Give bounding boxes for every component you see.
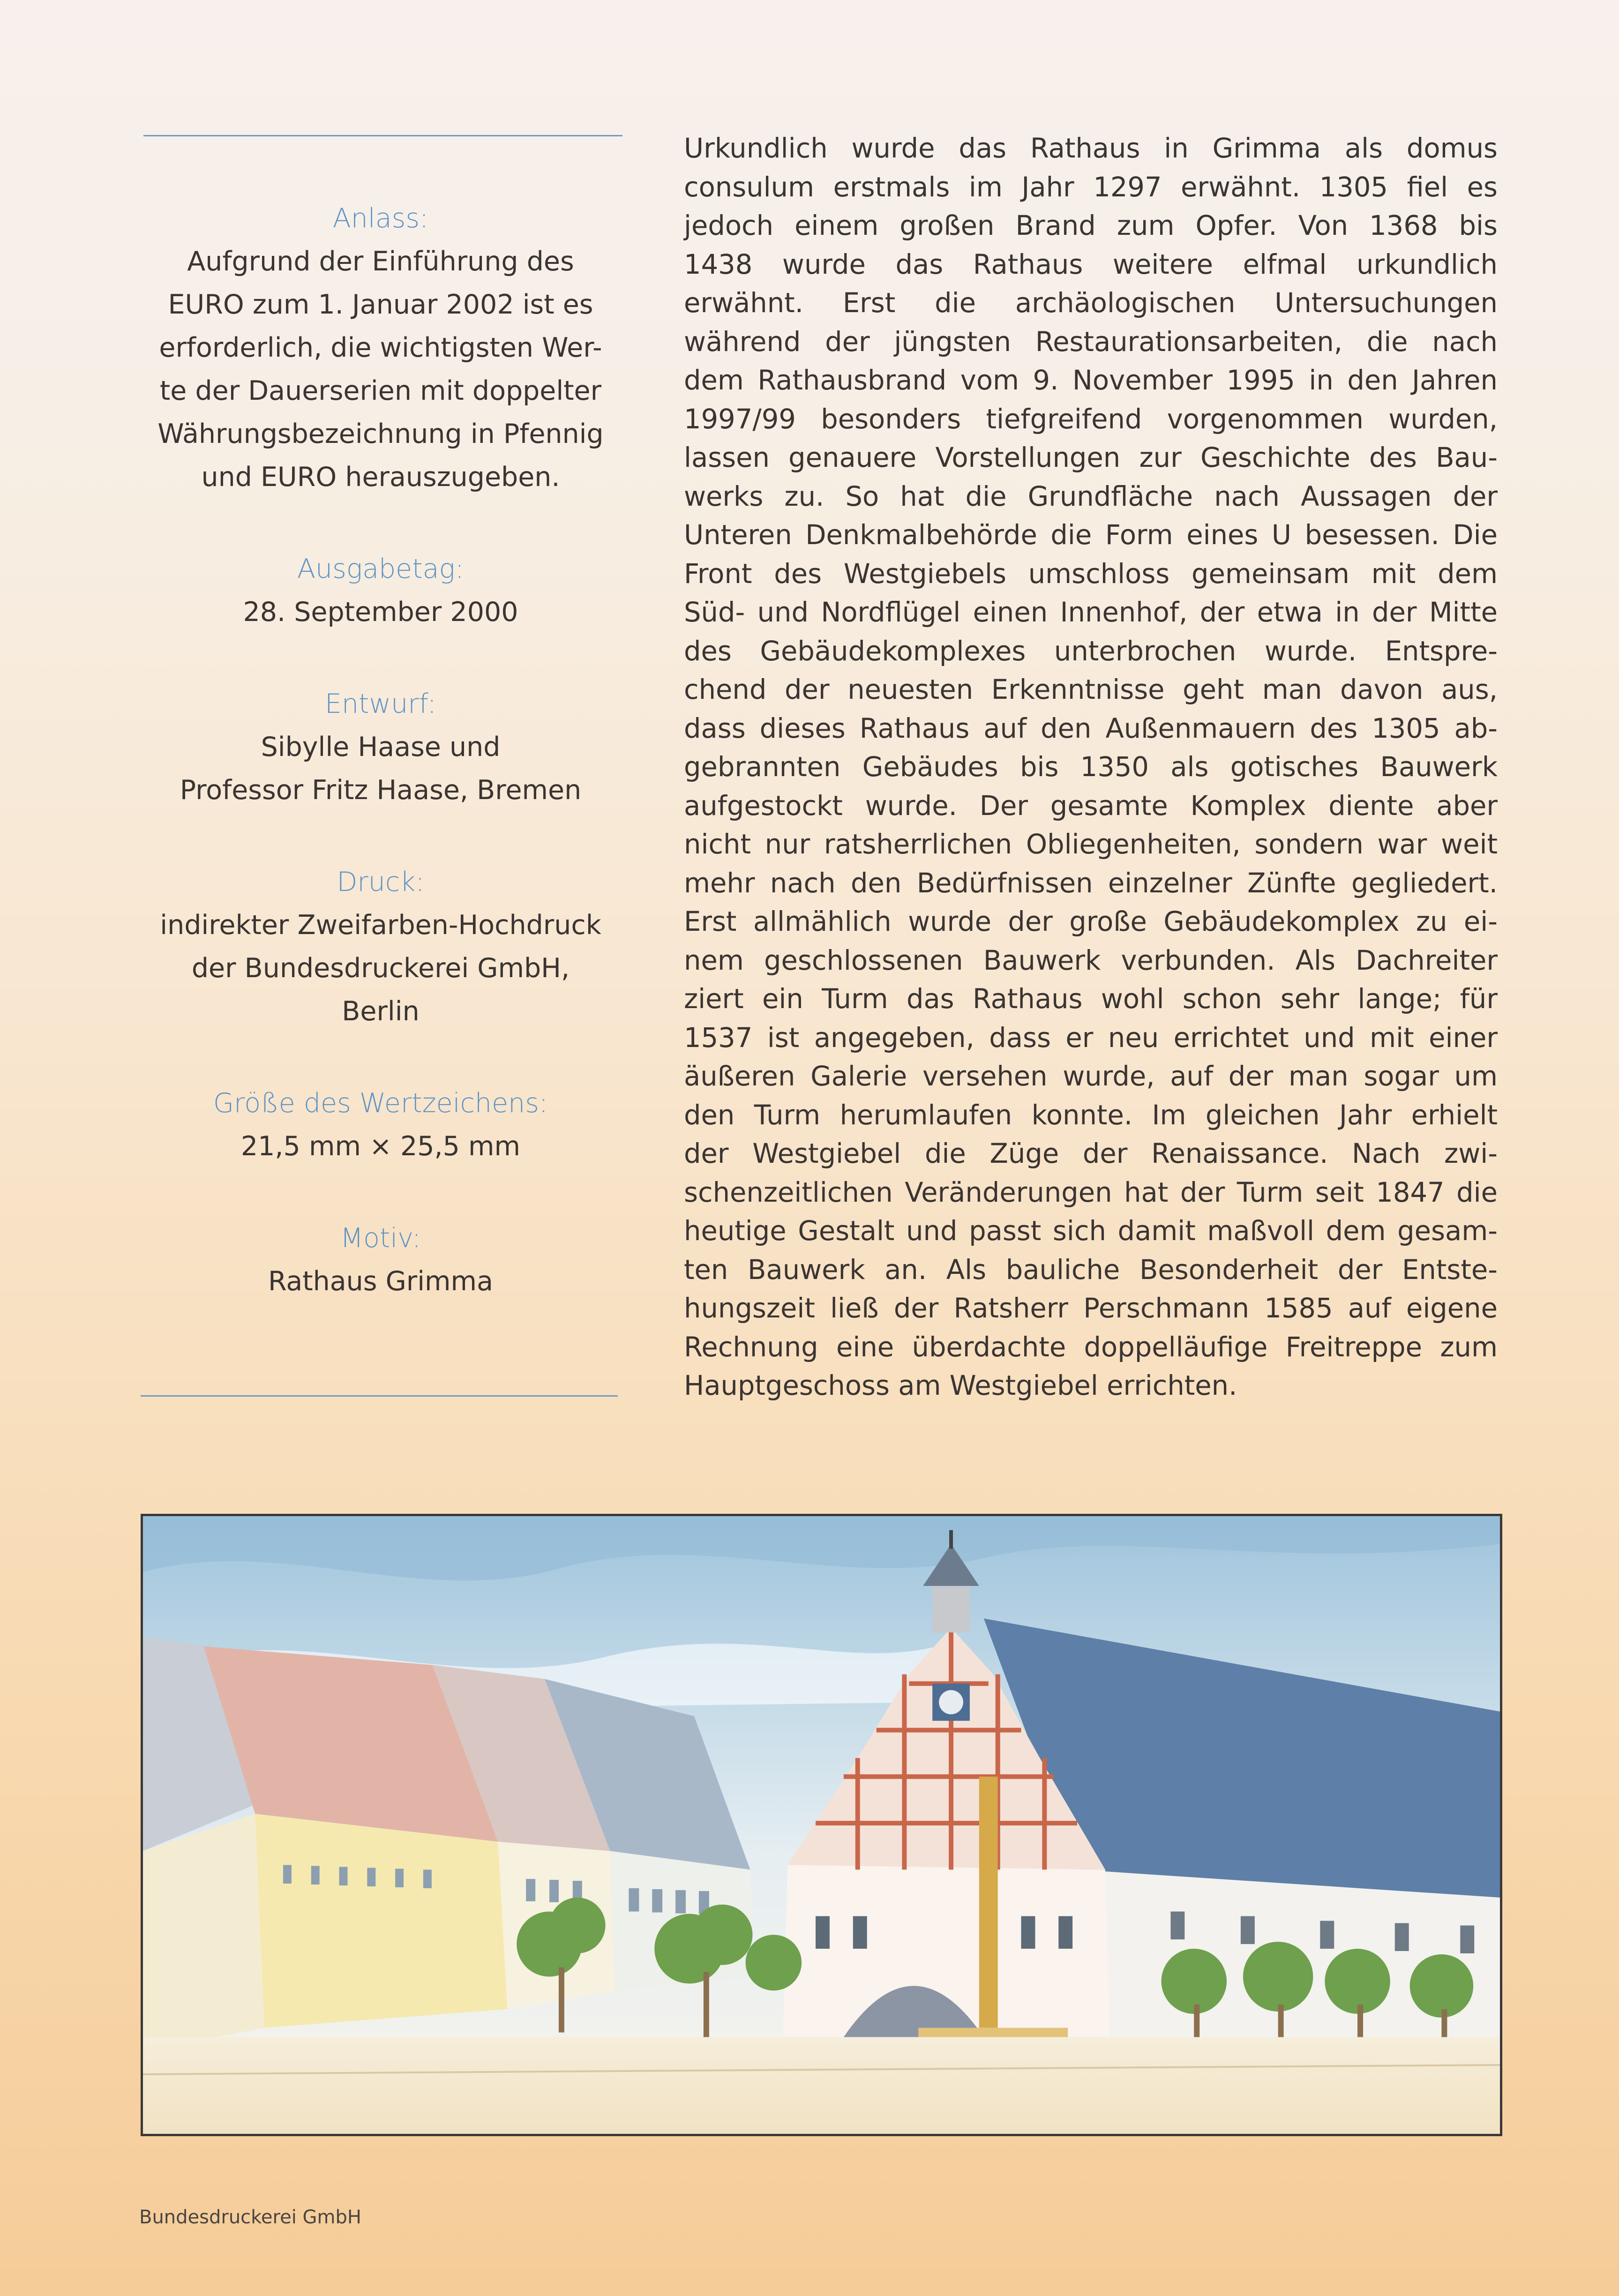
size-label: Größe des Wertzeichens: bbox=[213, 1088, 548, 1119]
top-divider bbox=[143, 135, 622, 136]
history-text-line: Urkundlich wurde das Rathaus in Grimma als domus bbox=[684, 133, 1498, 164]
size-block bbox=[141, 1082, 621, 1168]
history-text-line: dem Rathausbrand vom 9. November 1995 in den Jahren bbox=[684, 365, 1498, 396]
history-text-line: Hauptgeschoss am Westgiebel errichten. bbox=[684, 1370, 1237, 1401]
history-text-line: aufgestockt wurde. Der gesamte Komplex diente aber bbox=[684, 790, 1498, 822]
history-text-line: werks zu. So hat die Grundfläche nach Aussagen der bbox=[684, 480, 1498, 512]
size-value: 21,5 mm × 25,5 mm bbox=[240, 1131, 521, 1162]
history-text-line: nicht nur ratsherrlichen Obliegenheiten, sondern war weit bbox=[684, 829, 1498, 860]
occasion-line: Währungsbezeichnung in Pfennig bbox=[157, 419, 604, 449]
design-block bbox=[141, 682, 621, 812]
history-text-line: gebrannten Gebäudes bis 1350 als gotisches Bauwerk bbox=[684, 751, 1498, 783]
history-text-line: ten Bauwerk an. Als bauliche Besonderheit der Entste- bbox=[684, 1254, 1498, 1286]
publisher-credit: Bundesdruckerei GmbH bbox=[139, 2206, 361, 2228]
issue-date-label: Ausgabetag: bbox=[297, 553, 464, 584]
town-hall-illustration bbox=[141, 1514, 1502, 2136]
history-text-line: schenzeitlichen Veränderungen hat der Turm seit 1847 die bbox=[684, 1176, 1498, 1208]
info-column bbox=[141, 197, 621, 1352]
history-text-line: den Turm herumlaufen konnte. Im gleichen Jahr erhielt bbox=[684, 1099, 1498, 1131]
design-text bbox=[141, 725, 621, 812]
history-text-line: chend der neuesten Erkenntnisse geht man davon aus, bbox=[684, 674, 1498, 705]
motif-value: Rathaus Grimma bbox=[268, 1266, 494, 1297]
history-text-line: 1537 ist angegeben, dass er neu errichtet und mit einer bbox=[684, 1022, 1498, 1054]
print-line: der Bundesdruckerei GmbH, bbox=[191, 953, 570, 984]
history-text-line: dass dieses Rathaus auf den Außenmauern des 1305 ab- bbox=[684, 712, 1498, 744]
history-text-line: mehr nach den Bedürfnissen einzelner Zünfte gegliedert. bbox=[684, 867, 1498, 899]
history-text-line: consulum erstmals im Jahr 1297 erwähnt. 1305 fiel es bbox=[684, 171, 1498, 203]
history-text-line: 1438 wurde das Rathaus weitere elfmal urkundlich bbox=[684, 248, 1498, 280]
history-text-line: lassen genauere Vorstellungen zur Geschichte des Bau- bbox=[684, 442, 1498, 473]
history-text-line: ziert ein Turm das Rathaus wohl schon sehr lange; für bbox=[684, 983, 1498, 1015]
watercolor-town-hall-image bbox=[143, 1516, 1500, 2134]
occasion-line: erforderlich, die wichtigsten Wer- bbox=[159, 332, 602, 363]
occasion-block bbox=[141, 197, 621, 499]
motif-block bbox=[141, 1217, 621, 1303]
history-text-line: Rechnung eine überdachte doppelläufige Freitreppe zum bbox=[684, 1331, 1498, 1363]
history-text bbox=[684, 129, 1498, 1406]
issue-date-value: 28. September 2000 bbox=[243, 597, 518, 628]
print-block bbox=[141, 860, 621, 1033]
print-label: Druck: bbox=[337, 867, 425, 897]
history-text-line: erwähnt. Erst die archäologischen Untersuchungen bbox=[684, 287, 1498, 319]
design-line: Professor Fritz Haase, Bremen bbox=[180, 775, 582, 806]
occasion-line: te der Dauerserien mit doppelter bbox=[159, 375, 602, 406]
print-line: Berlin bbox=[342, 996, 420, 1027]
print-line: indirekter Zweifarben-Hochdruck bbox=[160, 910, 601, 941]
history-text-line: während der jüngsten Restaurationsarbeiten, die nach bbox=[684, 326, 1498, 358]
history-text-line: des Gebäudekomplexes unterbrochen wurde. Entspre- bbox=[684, 635, 1498, 667]
history-text-line: Erst allmählich wurde der große Gebäudekomplex zu ei- bbox=[684, 906, 1498, 937]
design-label: Entwurf: bbox=[325, 688, 436, 719]
motif-label: Motiv: bbox=[340, 1223, 421, 1254]
history-text-line: nem geschlossenen Bauwerk verbunden. Als Dachreiter bbox=[684, 944, 1498, 976]
design-line: Sibylle Haase und bbox=[261, 732, 501, 763]
history-text-line: heutige Gestalt und passt sich damit maßvoll dem gesam- bbox=[684, 1215, 1498, 1247]
history-text-line: der Westgiebel die Züge der Renaissance. Nach zwi- bbox=[684, 1138, 1498, 1169]
history-text-line: hungszeit ließ der Ratsherr Perschmann 1585 auf eigene bbox=[684, 1293, 1498, 1324]
bottom-divider bbox=[141, 1395, 618, 1397]
history-text-line: 1997/99 besonders tiefgreifend vorgenommen wurden, bbox=[684, 403, 1498, 435]
occasion-line: EURO zum 1. Januar 2002 ist es bbox=[168, 289, 593, 320]
history-text-line: äußeren Galerie versehen wurde, auf der man sogar um bbox=[684, 1061, 1498, 1092]
print-text bbox=[141, 904, 621, 1033]
occasion-text bbox=[141, 240, 621, 499]
occasion-line: und EURO herauszugeben. bbox=[201, 462, 560, 493]
occasion-label: Anlass: bbox=[332, 203, 429, 234]
occasion-line: Aufgrund der Einführung des bbox=[187, 246, 574, 277]
history-text-line: jedoch einem großen Brand zum Opfer. Von 1368 bis bbox=[684, 210, 1498, 241]
history-text-line: Süd- und Nordflügel einen Innenhof, der etwa in der Mitte bbox=[684, 597, 1498, 628]
issue-date-block bbox=[141, 547, 621, 634]
history-text-line: Unteren Denkmalbehörde die Form eines U besessen. Die bbox=[684, 519, 1498, 551]
history-text-line: Front des Westgiebels umschloss gemeinsam mit dem bbox=[684, 558, 1498, 590]
